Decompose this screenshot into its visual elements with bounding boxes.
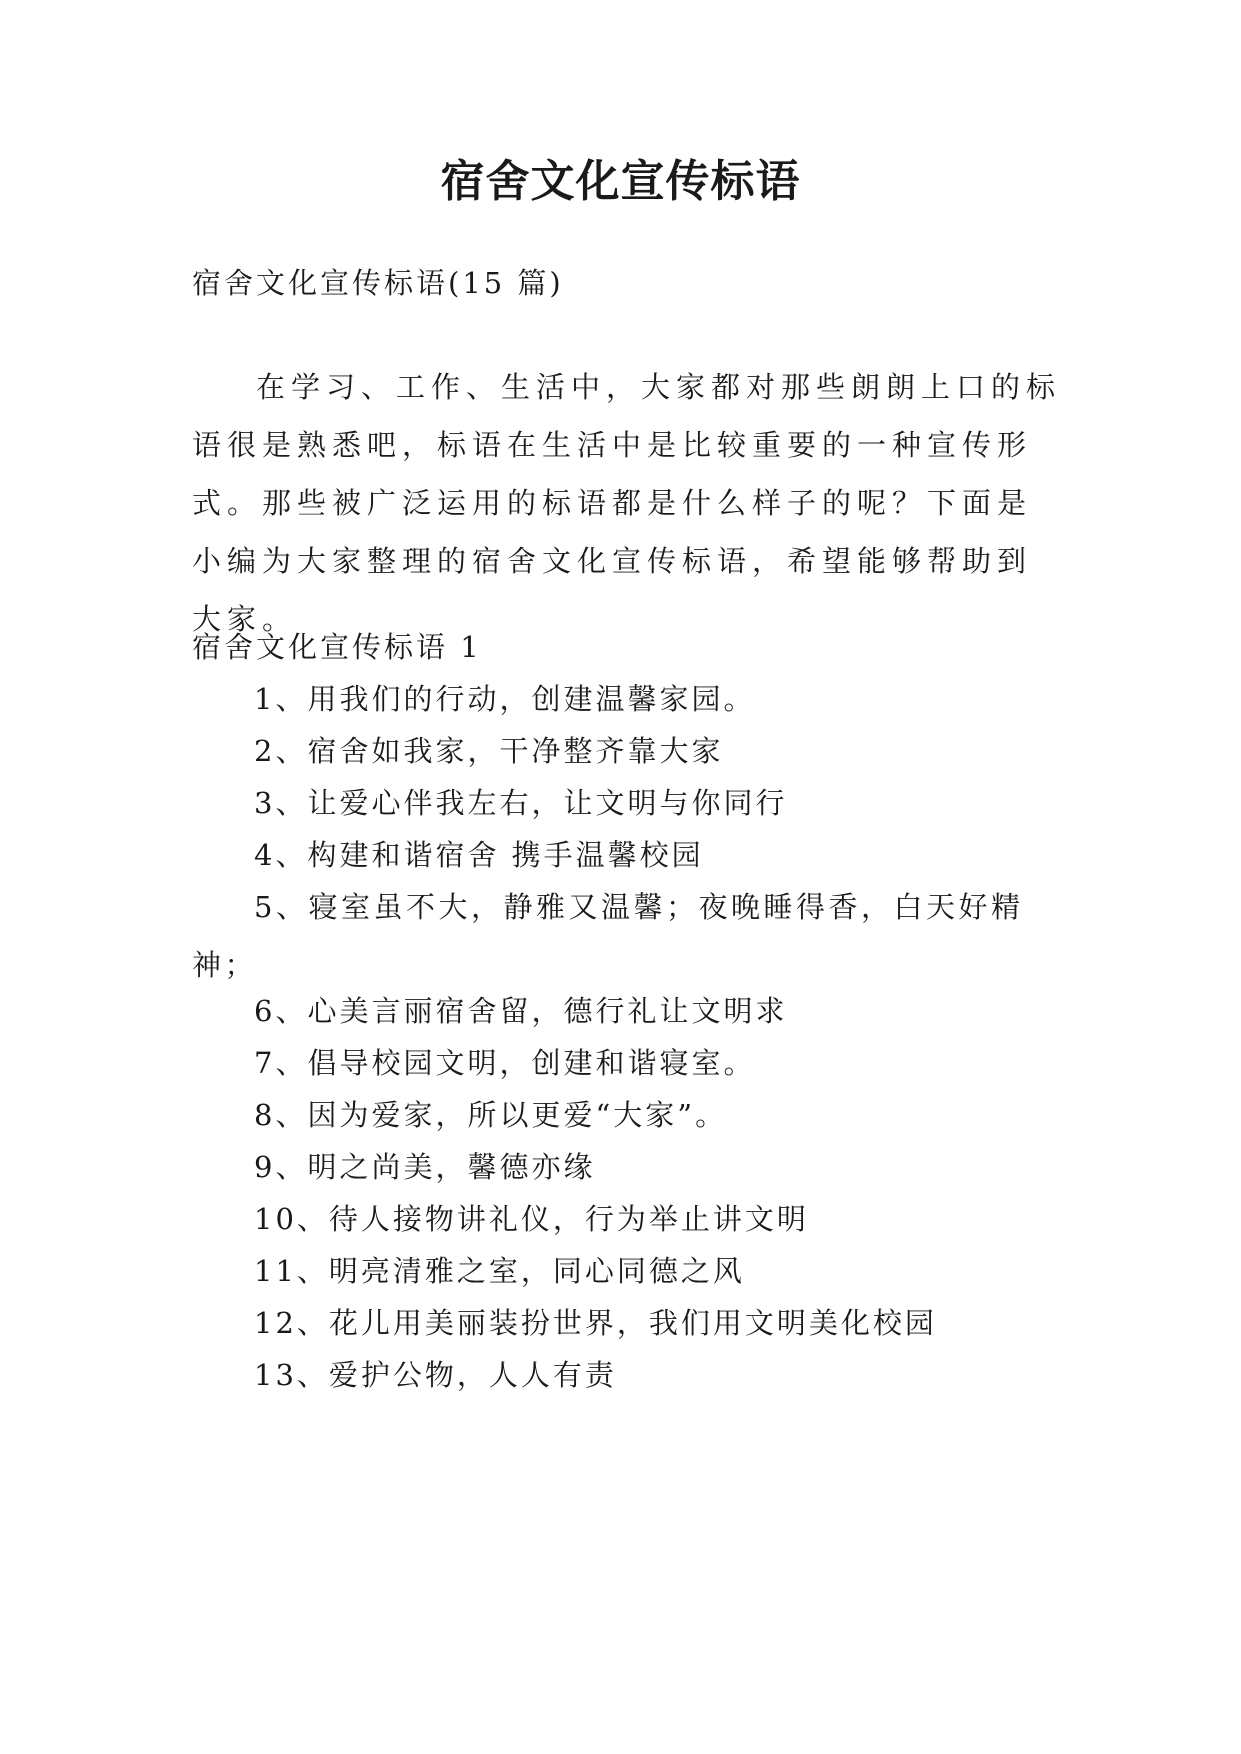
slogan-item: 9、明之尚美，馨德亦缘 bbox=[254, 1150, 596, 1184]
document-title: 宿舍文化宣传标语 bbox=[440, 156, 801, 207]
slogan-item: 8、因为爱家，所以更爱“大家”。 bbox=[254, 1098, 728, 1132]
slogan-item: 4、构建和谐宿舍 携手温馨校园 bbox=[254, 838, 704, 872]
slogan-item: 7、倡导校园文明，创建和谐寝室。 bbox=[254, 1046, 756, 1080]
slogan-item: 10、待人接物讲礼仪，行为举止讲文明 bbox=[254, 1202, 809, 1236]
slogan-item: 1、用我们的行动，创建温馨家园。 bbox=[254, 682, 756, 716]
slogan-item: 2、宿舍如我家，干净整齐靠大家 bbox=[254, 734, 724, 768]
section-heading: 宿舍文化宣传标语 1 bbox=[192, 630, 482, 664]
slogan-item: 12、花儿用美丽装扮世界，我们用文明美化校园 bbox=[254, 1306, 937, 1340]
slogan-item: 13、爱护公物，人人有责 bbox=[254, 1358, 617, 1392]
slogan-item: 5、寝室虽不大，静雅又温馨；夜晚睡得香，白天好精神； bbox=[192, 890, 1024, 982]
slogan-item: 3、让爱心伴我左右，让文明与你同行 bbox=[254, 786, 788, 820]
document-subtitle: 宿舍文化宣传标语(15 篇) bbox=[192, 266, 564, 300]
intro-paragraph: 在学习、工作、生活中，大家都对那些朗朗上口的标语很是熟悉吧，标语在生活中是比较重要的一种宣传形式。那些被广泛运用的标语都是什么样子的呢？下面是小编为大家整理的宿舍文化宣传标语，希望能够帮助到大家。 bbox=[192, 370, 1062, 636]
slogan-item: 11、明亮清雅之室，同心同德之风 bbox=[254, 1254, 745, 1288]
slogan-item: 6、心美言丽宿舍留，德行礼让文明求 bbox=[254, 994, 788, 1028]
